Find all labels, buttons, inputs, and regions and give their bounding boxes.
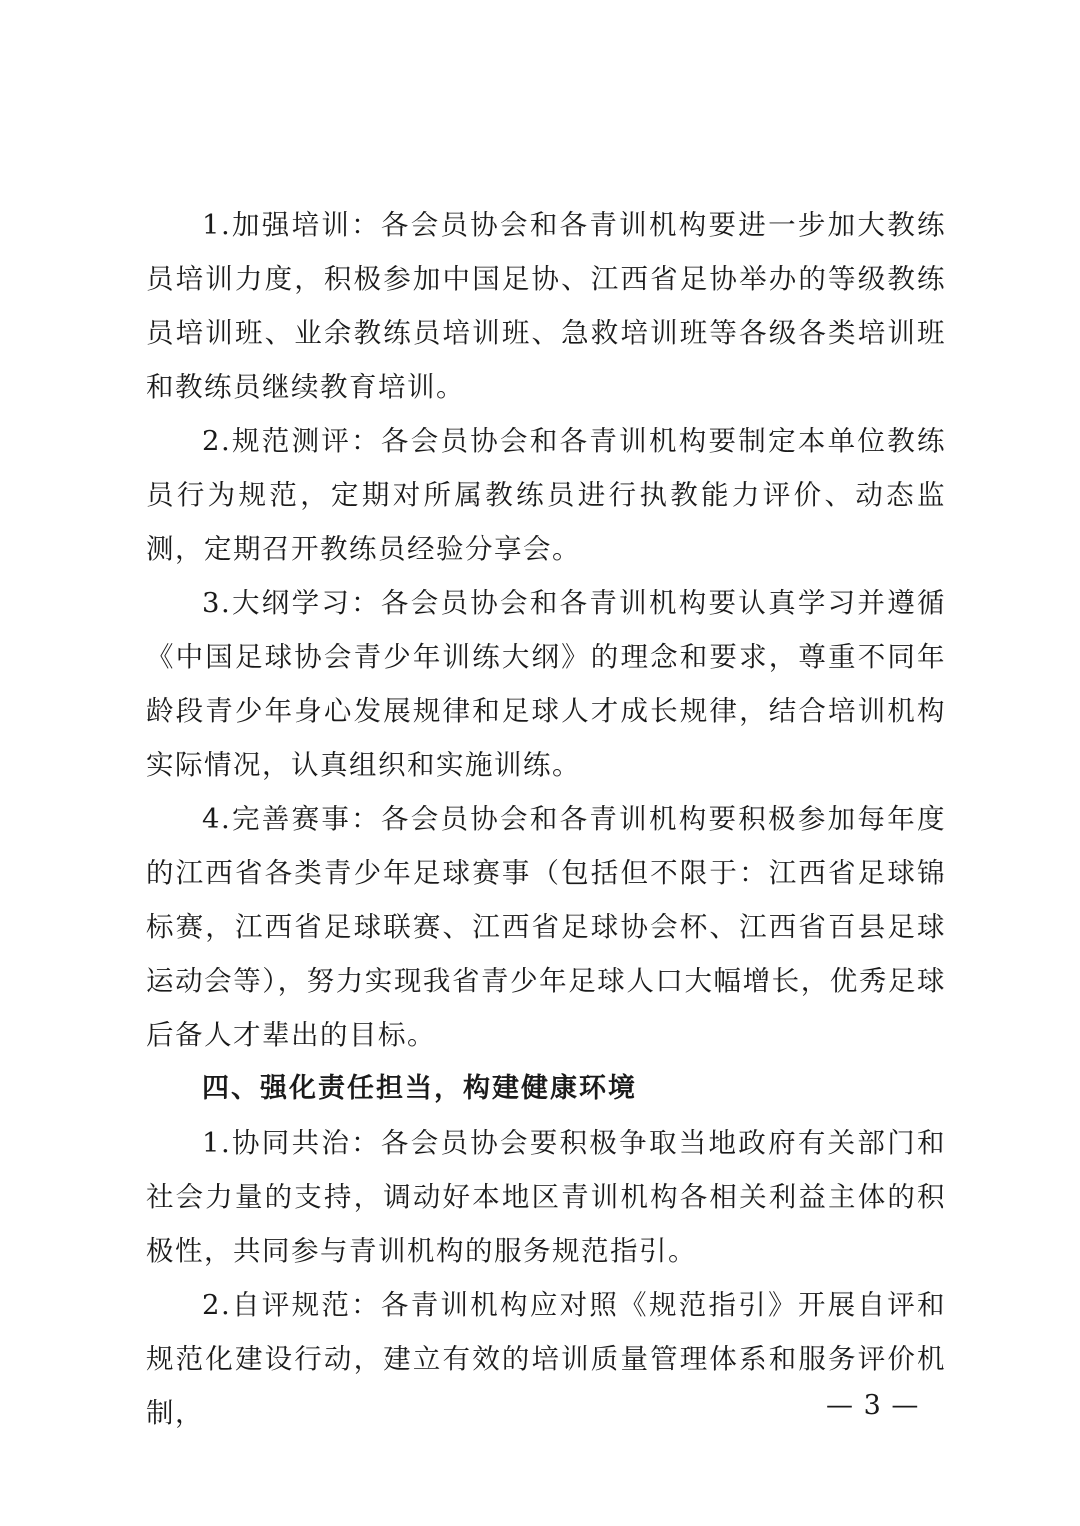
paragraph-evaluation: 2.规范测评：各会员协会和各青训机构要制定本单位教练员行为规范，定期对所属教练员进行执教能力评价、动态监测，定期召开教练员经验分享会。 (146, 425, 946, 565)
paragraph-self-assessment: 2.自评规范：各青训机构应对照《规范指引》开展自评和规范化建设行动，建立有效的培训质量管理体系和服务评价机制， (146, 1289, 946, 1429)
paragraph-training: 1.加强培训：各会员协会和各青训机构要进一步加大教练员培训力度，积极参加中国足协、江西省足协举办的等级教练员培训班、业余教练员培训班、急救培训班等各级各类培训班和教练员继续教育培训。 (146, 209, 946, 403)
paragraph-syllabus: 3.大纲学习：各会员协会和各青训机构要认真学习并遵循《中国足球协会青少年训练大纲》的理念和要求，尊重不同年龄段青少年身心发展规律和足球人才成长规律，结合培训机构实际情况，认真组织和实施训练。 (146, 587, 946, 781)
paragraph-collaboration: 1.协同共治：各会员协会要积极争取当地政府有关部门和社会力量的支持，调动好本地区青训机构各相关利益主体的积极性，共同参与青训机构的服务规范指引。 (146, 1127, 946, 1267)
section-heading: 四、强化责任担当，构建健康环境 (202, 1073, 637, 1104)
page-number: — 3 — (826, 1390, 920, 1421)
paragraph-competitions: 4.完善赛事：各会员协会和各青训机构要积极参加每年度的江西省各类青少年足球赛事（包括但不限于：江西省足球锦标赛，江西省足球联赛、江西省足球协会杯、江西省百县足球运动会等），努力实现我省青少年足球人口大幅增长，优秀足球后备人才辈出的目标。 (146, 803, 946, 1051)
document-body (146, 198, 946, 1440)
